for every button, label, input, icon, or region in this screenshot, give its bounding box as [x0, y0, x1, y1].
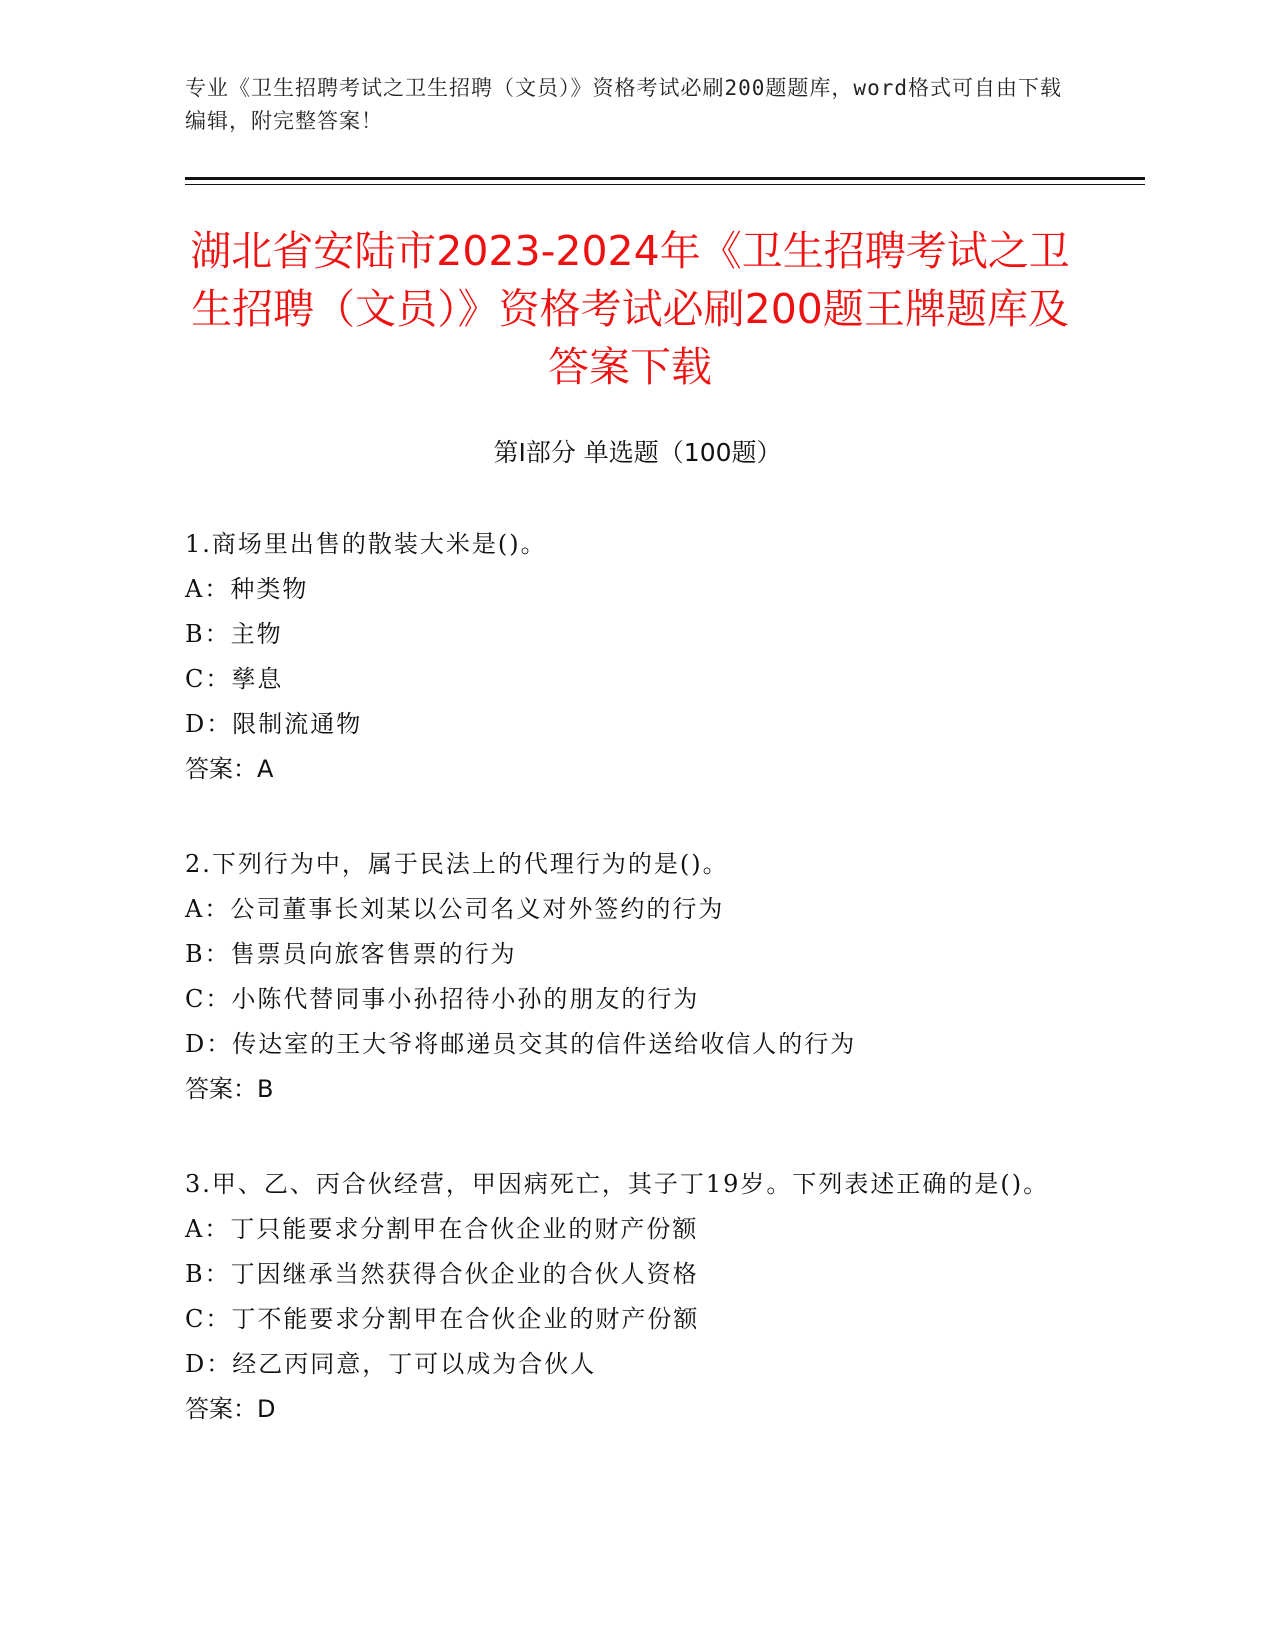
question-stem: 2.下列行为中，属于民法上的代理行为的是()。 — [185, 850, 729, 878]
document-title: 湖北省安陆市2023-2024年《卫生招聘考试之卫生招聘（文员）》资格考试必刷200题王牌题库及答案下载 — [190, 227, 1070, 391]
header-note: 专业《卫生招聘考试之卫生招聘（文员）》资格考试必刷200题题库，word格式可自由下载编辑，附完整答案！ — [185, 76, 1062, 133]
question-3 — [185, 1162, 1075, 1432]
option-d: D：传达室的王大爷将邮递员交其的信件送给收信人的行为 — [185, 1030, 857, 1058]
question-stem: 1.商场里出售的散装大米是()。 — [185, 530, 547, 558]
option-c: C：丁不能要求分割甲在合伙企业的财产份额 — [185, 1305, 700, 1333]
question-stem: 3.甲、乙、丙合伙经营，甲因病死亡，其子丁19岁。下列表述正确的是()。 — [185, 1170, 1050, 1198]
option-b: B：丁因继承当然获得合伙企业的合伙人资格 — [185, 1260, 699, 1288]
question-2 — [185, 842, 1075, 1112]
question-answer: 答案：A — [185, 755, 274, 783]
header-rule-thin — [185, 184, 1145, 185]
option-b: B：主物 — [185, 620, 283, 648]
option-b: B：售票员向旅客售票的行为 — [185, 940, 517, 968]
header-rule-thick — [185, 177, 1145, 180]
option-d: D：限制流通物 — [185, 710, 363, 738]
option-a: A：公司董事长刘某以公司名义对外签约的行为 — [185, 895, 725, 923]
option-a: A：丁只能要求分割甲在合伙企业的财产份额 — [185, 1215, 699, 1243]
option-a: A：种类物 — [185, 575, 309, 603]
question-answer: 答案：B — [185, 1075, 274, 1103]
question-answer: 答案：D — [185, 1395, 276, 1423]
option-c: C：孳息 — [185, 665, 284, 693]
option-c: C：小陈代替同事小孙招待小孙的朋友的行为 — [185, 985, 700, 1013]
section-title: 第Ⅰ部分 单选题（100题） — [493, 438, 782, 467]
question-1 — [185, 522, 1075, 792]
option-d: D：经乙丙同意，丁可以成为合伙人 — [185, 1350, 597, 1378]
